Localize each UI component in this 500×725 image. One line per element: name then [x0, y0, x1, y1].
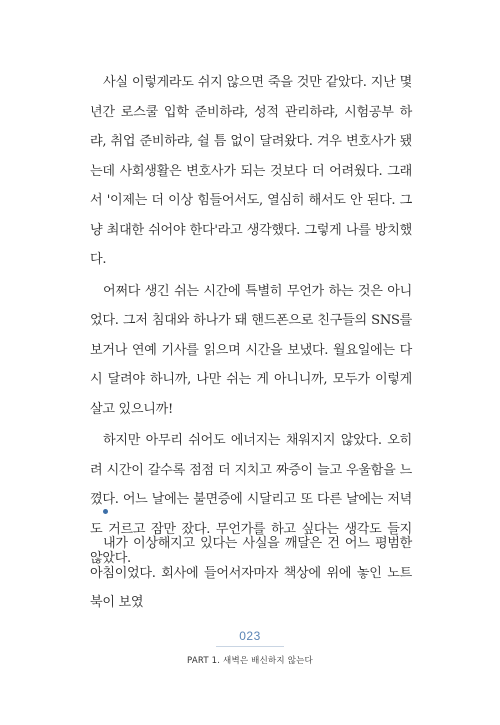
section-break-bullet-icon	[103, 509, 108, 514]
paragraph: 하지만 아무리 쉬어도 에너지는 채워지지 않았다. 오히려 시간이 갈수록 점점 더 지치고 짜증이 늘고 우울함을 느꼈다. 어느 날에는 불면증에 시달리고 또 다른 날에는 저녁도 거르고 잠만 잤다. 무언가를 하고 싶다는 생각도 들지 않았다.	[90, 433, 412, 566]
section-2-text-block	[90, 529, 412, 618]
running-footer-title: PART 1. 새벽은 배신하지 않는다	[187, 656, 313, 666]
paragraph: 내가 이상해지고 있다는 사실을 깨달은 건 어느 평범한 아침이었다. 회사에 들어서자마자 책상에 위에 놓인 노트북이 보였	[90, 536, 412, 610]
page-number: 023	[239, 629, 261, 643]
main-text-block	[90, 68, 412, 574]
paragraph: 어쩌다 생긴 쉬는 시간에 특별히 무언가 하는 것은 아니었다. 그저 침대와 하나가 돼 핸드폰으로 친구들의 SNS를 보거나 연예 기사를 읽으며 시간을 보냈다. 월요일에는 다시 달려야 하니까, 나만 쉬는 게 아니니까, 모두가 이렇게 살고 있으니까!	[90, 283, 412, 417]
footer-divider	[216, 646, 284, 647]
paragraph: 사실 이렇게라도 쉬지 않으면 죽을 것만 같았다. 지난 몇 년간 로스쿨 입학 준비하랴, 성적 관리하랴, 시험공부 하랴, 취업 준비하랴, 쉴 틈 없이 달려왔다. 겨우 변호사가 됐는데 사회생활은 변호사가 되는 것보다 더 어려웠다. 그래서 '이제는 더 이상 힘들어서도, 열심히 해서도 안 된다. 그냥 최대한 쉬어야 한다'라고 생각했다. 그렇게 나를 방치했다.	[90, 75, 412, 267]
